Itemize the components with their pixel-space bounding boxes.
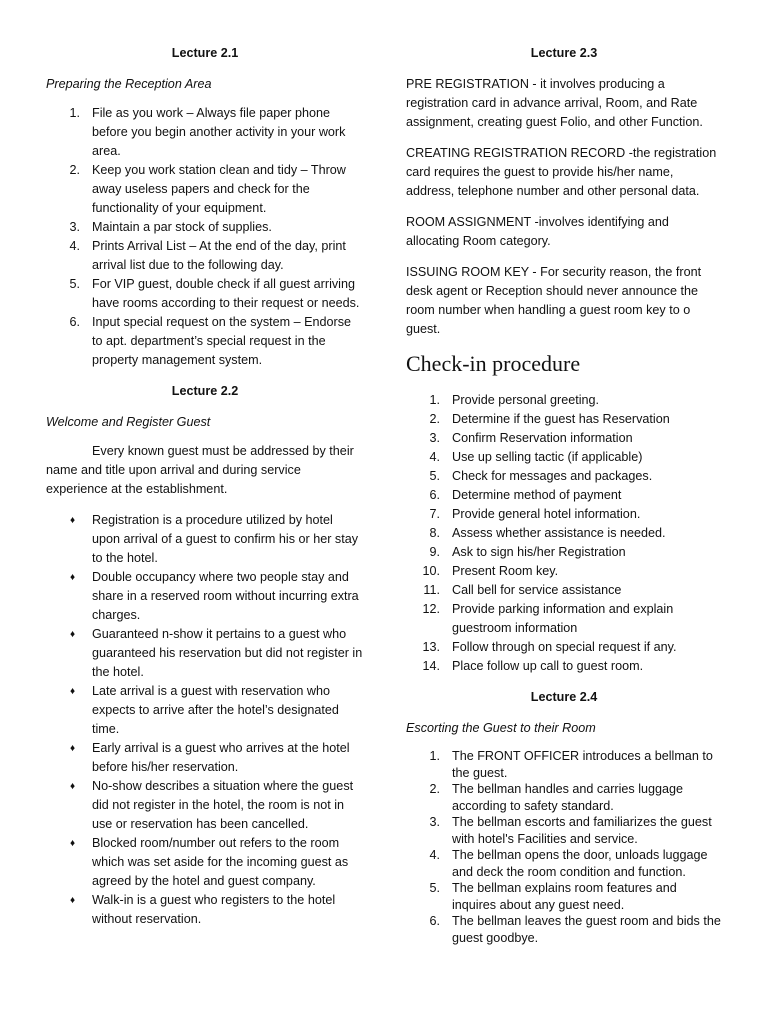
list-item (46, 834, 364, 891)
left-column (46, 40, 364, 941)
list-item (406, 913, 722, 946)
registration-paragraph: ROOM ASSIGNMENT -involves identifying and allocating Room category. (406, 215, 669, 248)
right-column (406, 40, 722, 958)
lecture-2-2-subtitle: Welcome and Register Guest (46, 415, 211, 429)
list-item (406, 486, 722, 505)
list-item-number: 3. (69, 220, 80, 234)
list-item-text: Provide parking information and explain guestroom information (452, 602, 674, 635)
list-item-text: Confirm Reservation information (452, 431, 633, 445)
list-item-text: For VIP guest, double check if all guest arriving have rooms according to their request or needs. (92, 277, 360, 310)
list-item (406, 562, 722, 581)
list-item-text: The FRONT OFFICER introduces a bellman to the guest. (452, 749, 713, 780)
list-item (406, 814, 722, 847)
list-item-number: 6. (429, 914, 440, 928)
list-item-text: Ask to sign his/her Registration (452, 545, 626, 559)
list-item (406, 448, 722, 467)
list-item-text: Guaranteed n-show it pertains to a guest who guaranteed his reservation but did not register in the hotel. (92, 627, 363, 679)
list-item-number: 4. (429, 450, 440, 464)
list-item (406, 880, 722, 913)
list-item (46, 739, 364, 777)
lecture-2-4-subtitle: Escorting the Guest to their Room (406, 721, 596, 735)
list-item (46, 218, 364, 237)
list-item (406, 543, 722, 562)
lecture-2-3-heading: Lecture 2.3 (530, 46, 598, 60)
list-item-number: 10. (422, 564, 440, 578)
list-item-number: 2. (69, 163, 80, 177)
list-item (406, 524, 722, 543)
list-item (406, 429, 722, 448)
list-item (406, 781, 722, 814)
list-item-text: The bellman handles and carries luggage according to safety standard. (452, 782, 684, 813)
list-item-text: Early arrival is a guest who arrives at the hotel before his/her reservation. (92, 741, 350, 774)
diamond-bullet-icon: ♦ (70, 781, 76, 792)
list-item (46, 682, 364, 739)
list-item (46, 891, 364, 929)
list-item (406, 657, 722, 676)
diamond-bullet-icon: ♦ (70, 515, 76, 526)
list-item-text: Provide personal greeting. (452, 393, 600, 407)
list-item-text: Provide general hotel information. (452, 507, 641, 521)
reception-area-list (46, 104, 364, 370)
list-item-text: Present Room key. (452, 564, 559, 578)
list-item-text: Maintain a par stock of supplies. (92, 220, 272, 234)
list-item-text: Keep you work station clean and tidy – Throw away useless papers and check for the functionality of your equipment. (92, 163, 346, 215)
list-item-number: 6. (69, 315, 80, 329)
list-item-text: The bellman explains room features and inquires about any guest need. (452, 881, 677, 912)
list-item-text: Double occupancy where two people stay and share in a reserved room without incurring extra charges. (92, 570, 359, 622)
list-item (406, 847, 722, 880)
list-item-text: No-show describes a situation where the guest did not register in the hotel, the room is not in use or reservation has been cancelled. (92, 779, 354, 831)
list-item-number: 7. (429, 507, 440, 521)
list-item-number: 11. (423, 583, 440, 597)
list-item-number: 4. (429, 848, 440, 862)
list-item-number: 2. (429, 412, 440, 426)
checkin-steps-list (406, 391, 722, 676)
list-item-text: Input special request on the system – Endorse to apt. department’s special request in the property management system. (92, 315, 352, 367)
escort-steps-list (406, 748, 722, 946)
diamond-bullet-icon: ♦ (70, 686, 76, 697)
list-item (406, 600, 722, 638)
list-item (406, 638, 722, 657)
registration-paragraph: ISSUING ROOM KEY - For security reason, the front desk agent or Reception should never announce the room number when handling a guest room key to o guest. (406, 265, 702, 336)
list-item-text: File as you work – Always file paper phone before you begin another activity in your work area. (92, 106, 346, 158)
guest-terms-list (46, 511, 364, 929)
list-item-text: Blocked room/number out refers to the room which was set aside for the incoming guest as agreed by the hotel and guest company. (92, 836, 349, 888)
list-item-number: 14. (422, 659, 440, 673)
lecture-2-1-heading: Lecture 2.1 (171, 46, 239, 60)
list-item-text: Check for messages and packages. (452, 469, 653, 483)
diamond-bullet-icon: ♦ (70, 629, 76, 640)
list-item-text: Walk-in is a guest who registers to the hotel without reservation. (92, 893, 336, 926)
list-item-number: 6. (429, 488, 440, 502)
list-item (406, 581, 722, 600)
list-item (46, 625, 364, 682)
list-item-text: The bellman leaves the guest room and bids the guest goodbye. (452, 914, 721, 945)
list-item-number: 9. (429, 545, 440, 559)
list-item-text: Follow through on special request if any. (452, 640, 677, 654)
list-item (46, 275, 364, 313)
list-item-number: 1. (429, 393, 440, 407)
list-item (46, 777, 364, 834)
list-item-number: 1. (69, 106, 80, 120)
list-item-number: 5. (429, 881, 440, 895)
list-item-number: 3. (429, 815, 440, 829)
list-item-number: 4. (69, 239, 80, 253)
list-item-text: Call bell for service assistance (452, 583, 622, 597)
list-item-number: 5. (69, 277, 80, 291)
list-item-text: Place follow up call to guest room. (452, 659, 644, 673)
registration-paragraphs (406, 75, 722, 339)
list-item-text: The bellman opens the door, unloads luggage and deck the room condition and function. (452, 848, 708, 879)
list-item-text: Registration is a procedure utilized by hotel upon arrival of a guest to confirm his or her stay to the hotel. (92, 513, 358, 565)
list-item (406, 505, 722, 524)
registration-paragraph: CREATING REGISTRATION RECORD -the registration card requires the guest to provide his/her name, address, telephone number and other personal data. (406, 146, 717, 198)
list-item (46, 568, 364, 625)
lecture-2-1-subtitle: Preparing the Reception Area (46, 77, 212, 91)
list-item (406, 748, 722, 781)
diamond-bullet-icon: ♦ (70, 572, 76, 583)
list-item (46, 237, 364, 275)
lecture-2-4-heading: Lecture 2.4 (530, 690, 598, 704)
lecture-2-2-intro: Every known guest must be addressed by their name and title upon arrival and during service experience at the establishment. (46, 444, 354, 496)
list-item-text: Late arrival is a guest with reservation who expects to arrive after the hotel’s designated time. (92, 684, 339, 736)
list-item-text: Assess whether assistance is needed. (452, 526, 666, 540)
checkin-heading: Check-in procedure (406, 351, 581, 376)
list-item-text: Use up selling tactic (if applicable) (452, 450, 643, 464)
list-item (406, 410, 722, 429)
list-item (406, 391, 722, 410)
list-item-text: The bellman escorts and familiarizes the guest with hotel's Facilities and service. (452, 815, 712, 846)
list-item-text: Determine method of payment (452, 488, 622, 502)
list-item-number: 3. (429, 431, 440, 445)
list-item-text: Determine if the guest has Reservation (452, 412, 670, 426)
list-item (46, 104, 364, 161)
list-item-number: 13. (422, 640, 440, 654)
list-item (46, 313, 364, 370)
list-item (406, 467, 722, 486)
list-item-number: 5. (429, 469, 440, 483)
diamond-bullet-icon: ♦ (70, 743, 76, 754)
lecture-2-2-heading: Lecture 2.2 (171, 384, 239, 398)
list-item-number: 2. (429, 782, 440, 796)
list-item-text: Prints Arrival List – At the end of the day, print arrival list due to the following day. (92, 239, 346, 272)
list-item-number: 12. (422, 602, 440, 616)
list-item (46, 161, 364, 218)
list-item-number: 8. (429, 526, 440, 540)
list-item (46, 511, 364, 568)
registration-paragraph: PRE REGISTRATION - it involves producing a registration card in advance arrival, Room, and Rate assignment, creating guest Folio, and other Function. (406, 77, 703, 129)
diamond-bullet-icon: ♦ (70, 895, 76, 906)
diamond-bullet-icon: ♦ (70, 838, 76, 849)
list-item-number: 1. (429, 749, 440, 763)
